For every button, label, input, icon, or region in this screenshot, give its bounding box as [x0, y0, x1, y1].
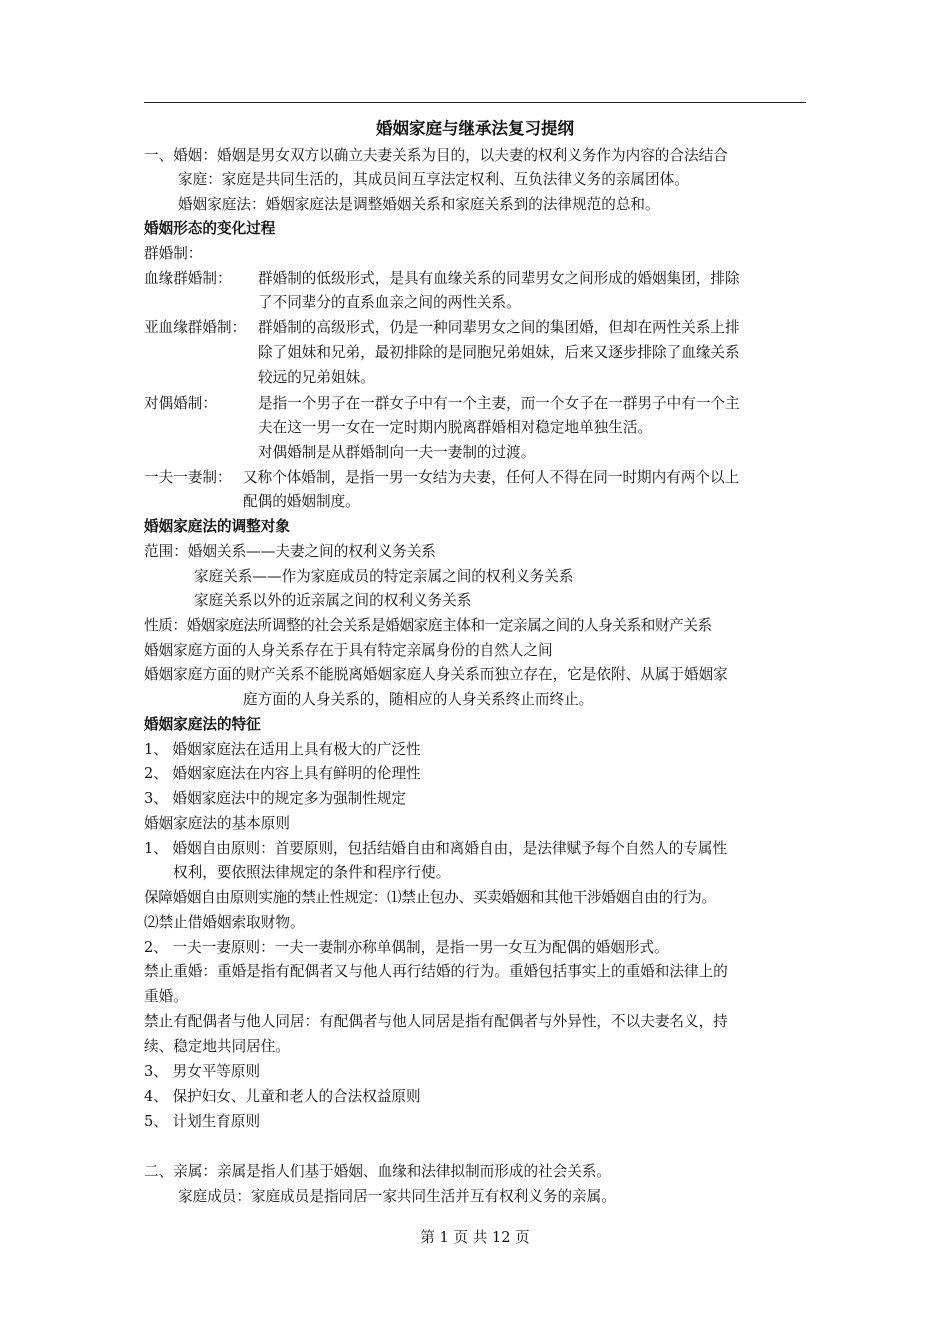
text-line: 一、婚姻：婚姻是男女双方以确立夫妻关系为目的，以夫妻的权利义务作为内容的合法结合 — [144, 147, 728, 164]
text-line: 家庭关系以外的近亲属之间的权利义务关系 — [194, 592, 472, 609]
term-definition: 对偶婚制是从群婚制向一夫一妻制的过渡。 — [258, 444, 536, 461]
text-line: 婚姻家庭方面的人身关系存在于具有特定亲属身份的自然人之间 — [144, 642, 553, 659]
list-item: 4、 保护妇女、儿童和老人的合法权益原则 — [144, 1088, 421, 1105]
list-item: 2、 一夫一妻原则：一夫一妻制亦称单偶制，是指一男一女互为配偶的婚姻形式。 — [144, 939, 669, 956]
text-line: 庭方面的人身关系的，随相应的人身关系终止而终止。 — [243, 691, 594, 708]
text-line: ⑵禁止借婚姻索取财物。 — [144, 914, 305, 931]
list-item: 5、 计划生育原则 — [144, 1113, 261, 1130]
text-line: 二、亲属：亲属是指人们基于婚姻、血缘和法律拟制而形成的社会关系。 — [144, 1163, 612, 1180]
text-line: 婚姻家庭法的基本原则 — [144, 815, 290, 832]
term-definition: 群婚制的低级形式，是具有血缘关系的同辈男女之间形成的婚姻集团，排除 — [258, 270, 740, 287]
term-definition: 了不同辈分的直系血亲之间的两性关系。 — [258, 294, 521, 311]
text-line: 范围：婚姻关系——夫妻之间的权利义务关系 — [144, 543, 436, 560]
text-line: 权利，要依照法律规定的条件和程序行使。 — [173, 864, 451, 881]
term-definition: 除了姐妹和兄弟，最初排除的是同胞兄弟姐妹，后来又逐步排除了血缘关系 — [258, 344, 740, 361]
list-item: 3、 男女平等原则 — [144, 1063, 261, 1080]
term-label: 对偶婚制： — [144, 395, 217, 412]
term-definition: 配偶的婚姻制度。 — [243, 493, 360, 510]
text-line: 家庭成员：家庭成员是指同居一家共同生活并互有权利义务的亲属。 — [178, 1188, 616, 1205]
term-definition: 又称个体婚制，是指一男一女结为夫妻，任何人不得在同一时期内有两个以上 — [243, 469, 740, 486]
term-definition: 是指一个男子在一群女子中有一个主妻，而一个女子在一群男子中有一个主 — [258, 395, 740, 412]
text-line: 禁止重婚：重婚是指有配偶者又与他人再行结婚的行为。重婚包括事实上的重婚和法律上的 — [144, 963, 728, 980]
text-line: 重婚。 — [144, 988, 188, 1005]
document-title: 婚姻家庭与继承法复习提纲 — [376, 119, 574, 138]
section-heading: 婚姻家庭法的特征 — [144, 716, 261, 733]
text-line: 禁止有配偶者与他人同居：有配偶者与他人同居是指有配偶者与外异性，不以夫妻名义，持 — [144, 1013, 728, 1030]
page-footer: 第 1 页 共 12 页 — [420, 1229, 530, 1246]
term-label: 血缘群婚制： — [144, 270, 232, 287]
section-heading: 婚姻形态的变化过程 — [144, 220, 276, 237]
list-item: 1、 婚姻自由原则：首要原则，包括结婚自由和离婚自由，是法律赋予每个自然人的专属性 — [144, 840, 728, 857]
term-label: 一夫一妻制： — [144, 469, 232, 486]
text-line: 群婚制： — [144, 245, 203, 262]
text-line: 婚姻家庭法：婚姻家庭法是调整婚姻关系和家庭关系到的法律规范的总和。 — [178, 196, 660, 213]
text-line: 家庭关系——作为家庭成员的特定亲属之间的权利义务关系 — [194, 568, 574, 585]
text-line: 保障婚姻自由原则实施的禁止性规定：⑴禁止包办、买卖婚姻和其他干涉婚姻自由的行为。 — [144, 889, 716, 906]
text-line: 家庭：家庭是共同生活的，其成员间互享法定权利、互负法律义务的亲属团体。 — [178, 171, 689, 188]
term-definition: 夫在这一男一女在一定时期内脱离群婚相对稳定地单独生活。 — [258, 419, 653, 436]
section-heading: 婚姻家庭法的调整对象 — [144, 518, 290, 535]
term-definition: 较远的兄弟姐妹。 — [258, 369, 375, 386]
list-item: 1、 婚姻家庭法在适用上具有极大的广泛性 — [144, 741, 421, 758]
term-label: 亚血缘群婚制： — [144, 319, 247, 336]
header-rule — [144, 102, 806, 103]
term-definition: 群婚制的高级形式，仍是一种同辈男女之间的集团婚，但却在两性关系上排 — [258, 319, 740, 336]
text-line: 性质：婚姻家庭法所调整的社会关系是婚姻家庭主体和一定亲属之间的人身关系和财产关系 — [144, 617, 712, 634]
text-line: 婚姻家庭方面的财产关系不能脱离婚姻家庭人身关系而独立存在，它是依附、从属于婚姻家 — [144, 666, 728, 683]
list-item: 3、 婚姻家庭法中的规定多为强制性规定 — [144, 790, 407, 807]
text-line: 续、稳定地共同居住。 — [144, 1038, 290, 1055]
list-item: 2、 婚姻家庭法在内容上具有鲜明的伦理性 — [144, 765, 421, 782]
